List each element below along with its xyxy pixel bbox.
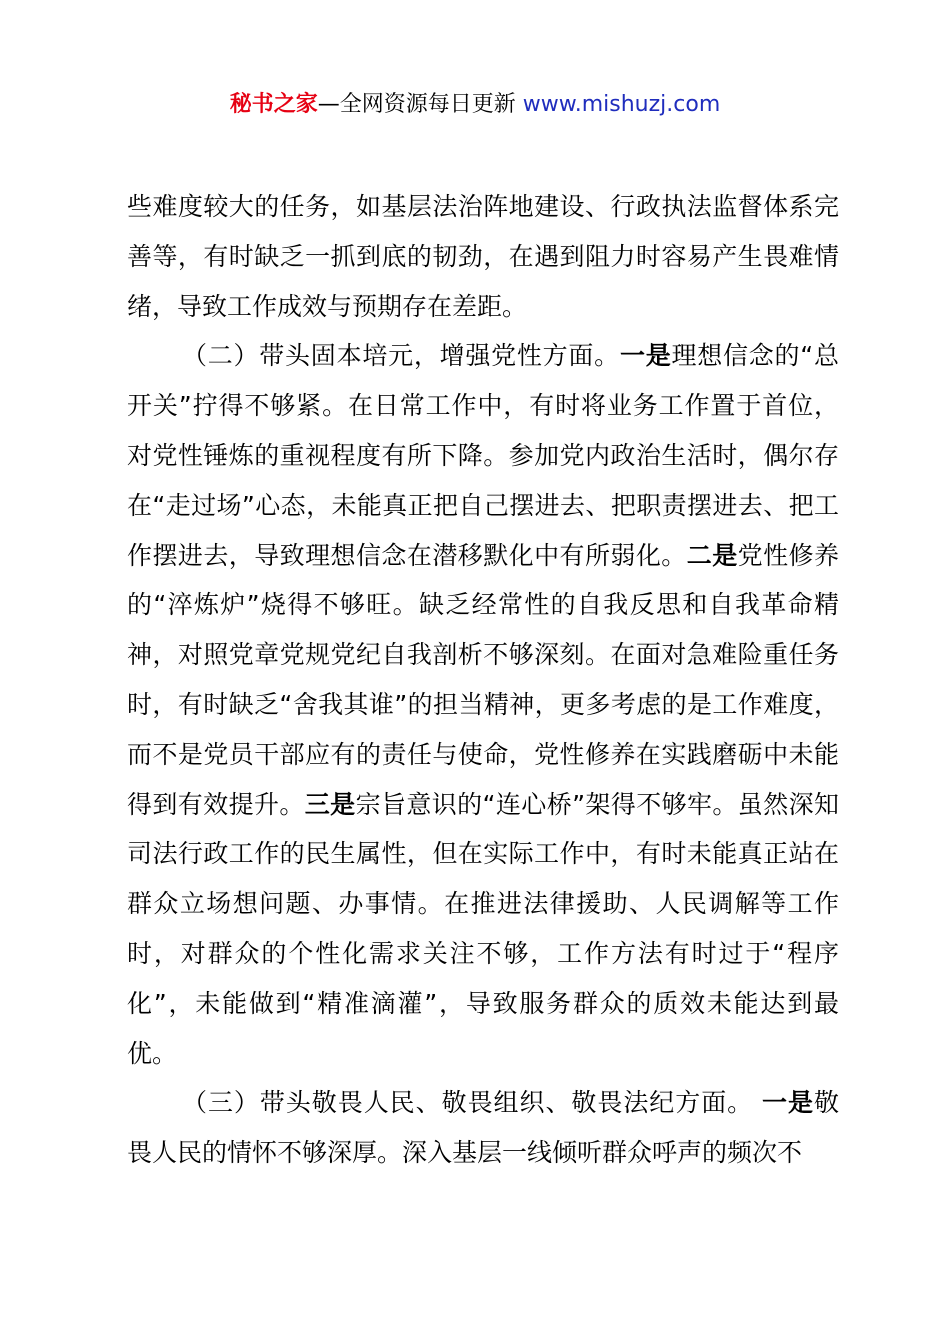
- section-heading-three: （三）带头敬畏人民、敬畏组织、敬畏法纪方面。: [182, 1088, 763, 1118]
- header-tagline: —全网资源每日更新: [317, 92, 516, 117]
- point-two-text: 党性修养的“淬炼炉”烧得不够旺。缺乏经常性的自我反思和自我革命精神，对照党章党规党纪自我剖析不够深刻。在面对急难险重任务时，有时缺乏“舍我其谁”的担当精神，更多考虑的是工作难度，而不是党员干部应有的责任与使命，党性修养在实践磨砺中未能得到有效提升。: [127, 540, 839, 819]
- site-header: [0, 88, 950, 122]
- brand-name: 秘书之家: [229, 92, 318, 117]
- point-two-label: 二是: [686, 540, 738, 570]
- point-one-text: 理想信念的“总开关”拧得不够紧。在日常工作中，有时将业务工作置于首位，对党性锤炼的重视程度有所下降。参加党内政治生活时，偶尔存在“走过场”心态，未能真正把自己摆进去、把职责摆进去、把工作摆进去，导致理想信念在潜移默化中有所弱化。: [127, 341, 839, 570]
- point-one-label: 一是: [762, 1088, 814, 1118]
- point-three-label: 三是: [304, 789, 356, 819]
- paragraph-section-two: [127, 331, 839, 1078]
- point-one-label: 一是: [619, 341, 672, 371]
- document-body: [127, 182, 839, 1178]
- site-url-link[interactable]: www.mishuzj.com: [522, 92, 721, 117]
- point-three-text: 宗旨意识的“连心桥”架得不够牢。虽然深知司法行政工作的民生属性，但在实际工作中，有时未能真正站在群众立场想问题、办事情。在推进法律援助、人民调解等工作时，对群众的个性化需求关注不够，工作方法有时过于“程序化”，未能做到“精准滴灌”，导致服务群众的质效未能达到最优。: [127, 789, 839, 1068]
- paragraph-continued: [127, 182, 839, 331]
- paragraph-section-three: [127, 1078, 839, 1178]
- point-one-text: 敬畏人民的情怀不够深厚。深入基层一线倾听群众呼声的频次不: [127, 1088, 839, 1168]
- text-segment: 些难度较大的任务，如基层法治阵地建设、行政执法监督体系完善等，有时缺乏一抓到底的韧劲，在遇到阻力时容易产生畏难情绪，导致工作成效与预期存在差距。: [127, 192, 839, 321]
- section-heading-two: （二）带头固本培元，增强党性方面。: [182, 341, 620, 371]
